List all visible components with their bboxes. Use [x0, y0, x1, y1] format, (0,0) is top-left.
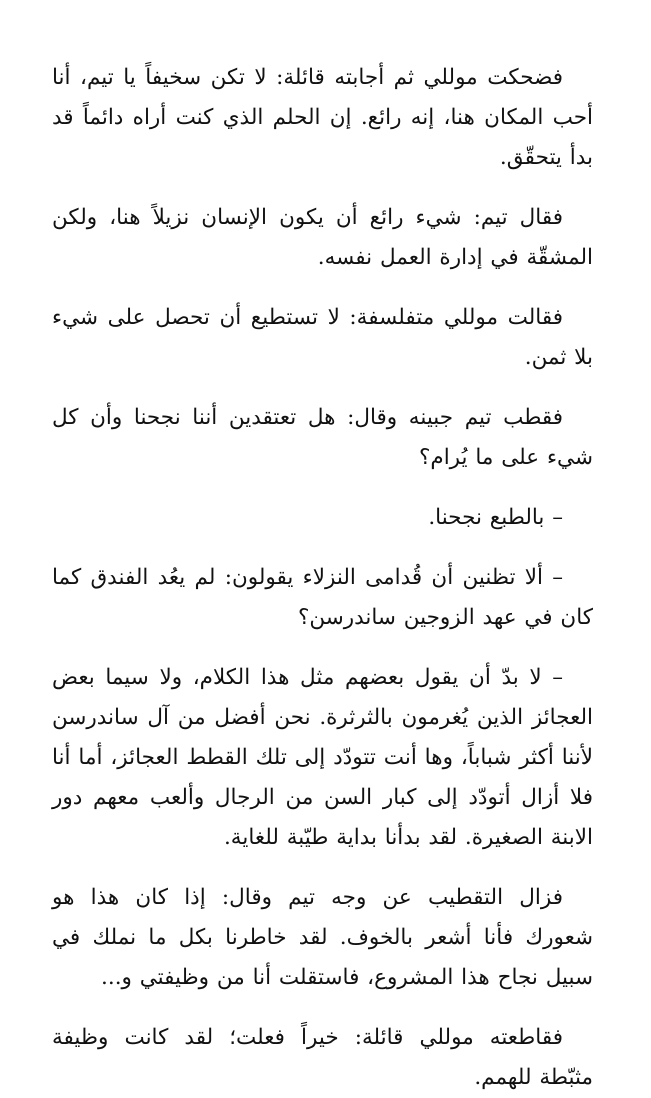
paragraph-5: – بالطبع نجحنا.	[428, 505, 563, 530]
paragraph-1: فضحكت موللي ثم أجابته قائلة: لا تكن سخيفاً يا تيم، أنا أحب المكان هنا، إنه رائع. إن الحلم الذي كنت أراه دائماً قد بدأ يتحقّق.	[52, 65, 593, 170]
paragraph-7: – لا بدّ أن يقول بعضهم مثل هذا الكلام، ولا سيما بعض العجائز الذين يُغرمون بالثرثرة. نحن أفضل من آل ساندرسن لأننا أكثر شباباً، وها أنت تتودّد إلى تلك القطط العجائز، أما أنا فلا أزال أتودّد إلى كبار السن من الرجال وألعب معهم دور الابنة الصغيرة. لقد بدأنا بداية طيّبة للغاية.	[52, 665, 593, 850]
paragraph-8: فزال التقطيب عن وجه تيم وقال: إذا كان هذا هو شعورك فأنا أشعر بالخوف. لقد خاطرنا بكل ما نملك في سبيل نجاح هذا المشروع، فاستقلت أنا من وظيفتي و...	[52, 885, 593, 990]
paragraph-3: فقالت موللي متفلسفة: لا تستطيع أن تحصل على شيء بلا ثمن.	[52, 305, 593, 370]
paragraph-4: فقطب تيم جبينه وقال: هل تعتقدين أننا نجحنا وأن كل شيء على ما يُرام؟	[52, 405, 593, 470]
paragraph-9: فقاطعته موللي قائلة: خيراً فعلت؛ لقد كانت وظيفة مثبّطة للهمم.	[52, 1025, 593, 1090]
paragraph-6: – ألا تظنين أن قُدامى النزلاء يقولون: لم يعُد الفندق كما كان في عهد الزوجين ساندرسن؟	[52, 565, 593, 630]
paragraph-2: فقال تيم: شيء رائع أن يكون الإنسان نزيلاً هنا، ولكن المشقّة في إدارة العمل نفسه.	[52, 205, 593, 270]
